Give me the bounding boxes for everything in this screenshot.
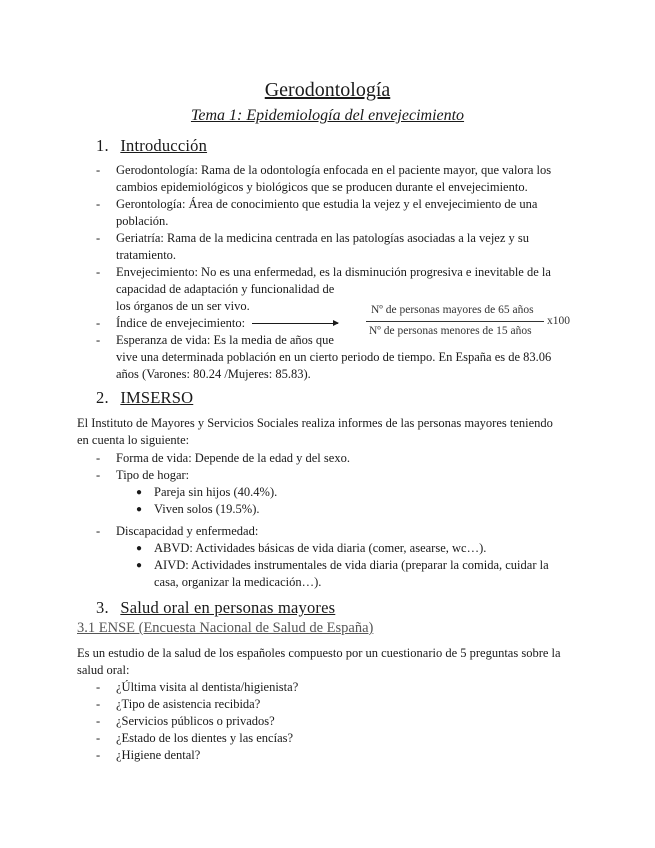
text-line: Discapacidad y enfermedad:	[116, 524, 259, 538]
text-line: en cuenta lo siguiente:	[77, 433, 190, 447]
text-line: Es un estudio de la salud de los españoles compuesto por un cuestionario de 5 preguntas sobre la	[77, 646, 561, 660]
arrow-right-icon	[252, 323, 338, 324]
dash-bullet: -	[96, 265, 101, 279]
text-line: casa, organizar la medicación…).	[154, 575, 322, 589]
text-line: salud oral:	[77, 663, 130, 677]
section-title: Salud oral en personas mayores	[120, 598, 336, 617]
text-line: Pareja sin hijos (40.4%).	[154, 485, 278, 499]
dot-bullet: ●	[136, 543, 143, 554]
document-title: Gerodontología	[264, 79, 391, 101]
text-line: los órganos de un ser vivo.	[116, 299, 250, 313]
dot-bullet: ●	[136, 560, 143, 571]
fraction-bar	[366, 321, 544, 322]
text-line: años (Varones: 80.24 /Mujeres: 85.83).	[116, 367, 311, 381]
text-line: cambios epidemiológicos y biológicos que se producen durante el envejecimiento.	[116, 180, 528, 194]
text-line: tratamiento.	[116, 248, 177, 262]
text-line: vive una determinada población en un cierto periodo de tiempo. En España es de 83.06	[116, 350, 552, 364]
dash-bullet: -	[96, 714, 101, 728]
section-number: 3.	[96, 598, 109, 617]
text-line: población.	[116, 214, 169, 228]
dash-bullet: -	[96, 231, 101, 245]
dash-bullet: -	[96, 731, 101, 745]
section-title: Introducción	[120, 136, 208, 155]
text-line: ¿Estado de los dientes y las encías?	[116, 731, 294, 745]
dot-bullet: ●	[136, 487, 143, 498]
section-number: 1.	[96, 136, 109, 155]
section-2-heading	[96, 388, 193, 408]
text-line: Gerontología: Área de conocimiento que estudia la vejez y el envejecimiento de una	[116, 197, 538, 211]
dash-bullet: -	[96, 680, 101, 694]
document-subtitle: Tema 1: Epidemiología del envejecimiento	[190, 107, 465, 124]
text-line: ¿Servicios públicos o privados?	[116, 714, 275, 728]
text-line: Forma de vida: Depende de la edad y del sexo.	[116, 451, 350, 465]
dash-bullet: -	[96, 333, 101, 347]
text-line: Esperanza de vida: Es la media de años que	[116, 333, 334, 347]
text-line: Gerodontología: Rama de la odontología enfocada en el paciente mayor, que valora los	[116, 163, 552, 177]
text-line: capacidad de adaptación y funcionalidad de	[116, 282, 335, 296]
subsection-heading: 3.1 ENSE (Encuesta Nacional de Salud de España)	[77, 620, 374, 636]
text-line: Viven solos (19.5%).	[154, 502, 260, 516]
section-title: IMSERSO	[120, 388, 194, 407]
dot-bullet: ●	[136, 504, 143, 515]
dash-bullet: -	[96, 163, 101, 177]
fraction-denominator: Nº de personas menores de 15 años	[369, 325, 532, 337]
section-3-heading	[96, 598, 335, 618]
section-1-heading	[96, 136, 207, 156]
text-line: ¿Última visita al dentista/higienista?	[116, 680, 299, 694]
text-line: ¿Higiene dental?	[116, 748, 201, 762]
dash-bullet: -	[96, 468, 101, 482]
dash-bullet: -	[96, 524, 101, 538]
text-line: Tipo de hogar:	[116, 468, 190, 482]
dash-bullet: -	[96, 197, 101, 211]
dash-bullet: -	[96, 697, 101, 711]
section-number: 2.	[96, 388, 109, 407]
fraction-multiplier: x100	[547, 315, 570, 327]
dash-bullet: -	[96, 748, 101, 762]
dash-bullet: -	[96, 316, 101, 330]
dash-bullet: -	[96, 451, 101, 465]
fraction-numerator: Nº de personas mayores de 65 años	[371, 304, 534, 316]
text-line: Envejecimiento: No es una enfermedad, es la disminución progresiva e inevitable de la	[116, 265, 551, 279]
text-line: Índice de envejecimiento:	[116, 316, 246, 330]
text-line: AIVD: Actividades instrumentales de vida diaria (preparar la comida, cuidar la	[154, 558, 549, 572]
text-line: ABVD: Actividades básicas de vida diaria (comer, asearse, wc…).	[154, 541, 487, 555]
text-line: ¿Tipo de asistencia recibida?	[116, 697, 261, 711]
text-line: Geriatría: Rama de la medicina centrada en las patologías asociadas a la vejez y su	[116, 231, 530, 245]
text-line: El Instituto de Mayores y Servicios Sociales realiza informes de las personas mayores teniendo	[77, 416, 553, 430]
